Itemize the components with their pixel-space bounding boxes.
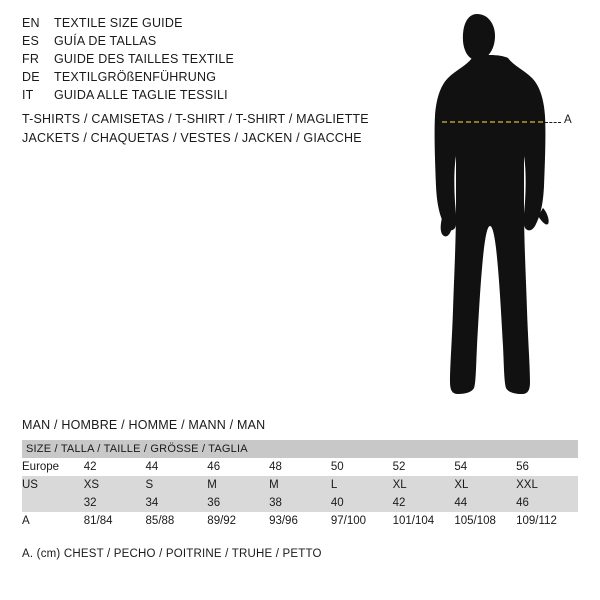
cell-value: S <box>146 476 208 494</box>
language-title: GUÍA DE TALLAS <box>54 34 157 48</box>
language-row <box>22 70 362 88</box>
language-title: GUIDE DES TAILLES TEXTILE <box>54 52 235 66</box>
cell-value: M <box>207 476 269 494</box>
table-group-title: MAN / HOMBRE / HOMME / MANN / MAN <box>22 418 266 432</box>
table-header-label: SIZE / TALLA / TAILLE / GRÖSSE / TAGLIA <box>22 440 578 458</box>
size-table <box>22 440 578 530</box>
cell-value: 44 <box>146 458 208 476</box>
table-header-row <box>22 440 578 458</box>
language-header-block <box>22 16 362 106</box>
language-code: EN <box>22 16 40 30</box>
footnote-chest-measure: A. (cm) CHEST / PECHO / POITRINE / TRUHE / PETTO <box>22 548 322 560</box>
cell-value: XL <box>454 476 516 494</box>
cell-value: 48 <box>269 458 331 476</box>
category-jackets: JACKETS / CHAQUETAS / VESTES / JACKEN / GIACCHE <box>22 131 362 145</box>
cell-value: 32 <box>84 494 146 512</box>
table-row <box>22 476 578 494</box>
cell-value: 46 <box>516 494 578 512</box>
row-label <box>22 494 84 512</box>
language-code: FR <box>22 52 40 66</box>
language-row <box>22 52 362 70</box>
language-code: ES <box>22 34 40 48</box>
cell-value: L <box>331 476 393 494</box>
cell-value: 93/96 <box>269 512 331 530</box>
row-label: A <box>22 512 84 530</box>
cell-value: 56 <box>516 458 578 476</box>
language-code: DE <box>22 70 40 84</box>
cell-value: 34 <box>146 494 208 512</box>
cell-value: XS <box>84 476 146 494</box>
cell-value: 42 <box>84 458 146 476</box>
cell-value: XL <box>393 476 455 494</box>
garment-category-block <box>22 110 422 148</box>
measure-label-a: A <box>564 114 572 126</box>
cell-value: 42 <box>393 494 455 512</box>
cell-value: 38 <box>269 494 331 512</box>
language-title: GUIDA ALLE TAGLIE TESSILI <box>54 88 228 102</box>
cell-value: M <box>269 476 331 494</box>
male-silhouette-icon <box>400 10 600 410</box>
language-title: TEXTILE SIZE GUIDE <box>54 16 183 30</box>
language-row <box>22 88 362 106</box>
cell-value: 54 <box>454 458 516 476</box>
table-row <box>22 458 578 476</box>
language-row <box>22 16 362 34</box>
row-label: Europe <box>22 458 84 476</box>
cell-value: XXL <box>516 476 578 494</box>
row-label: US <box>22 476 84 494</box>
cell-value: 105/108 <box>454 512 516 530</box>
table-row <box>22 494 578 512</box>
measure-leader-line <box>545 122 561 123</box>
cell-value: 52 <box>393 458 455 476</box>
cell-value: 89/92 <box>207 512 269 530</box>
cell-value: 36 <box>207 494 269 512</box>
language-row <box>22 34 362 52</box>
language-code: IT <box>22 88 34 102</box>
table-row <box>22 512 578 530</box>
cell-value: 97/100 <box>331 512 393 530</box>
cell-value: 101/104 <box>393 512 455 530</box>
category-tshirts: T-SHIRTS / CAMISETAS / T-SHIRT / T-SHIRT / MAGLIETTE <box>22 112 369 126</box>
cell-value: 109/112 <box>516 512 578 530</box>
cell-value: 44 <box>454 494 516 512</box>
cell-value: 46 <box>207 458 269 476</box>
cell-value: 85/88 <box>146 512 208 530</box>
cell-value: 50 <box>331 458 393 476</box>
language-title: TEXTILGRÖßENFÜHRUNG <box>54 70 217 84</box>
cell-value: 40 <box>331 494 393 512</box>
cell-value: 81/84 <box>84 512 146 530</box>
body-figure <box>400 10 600 410</box>
